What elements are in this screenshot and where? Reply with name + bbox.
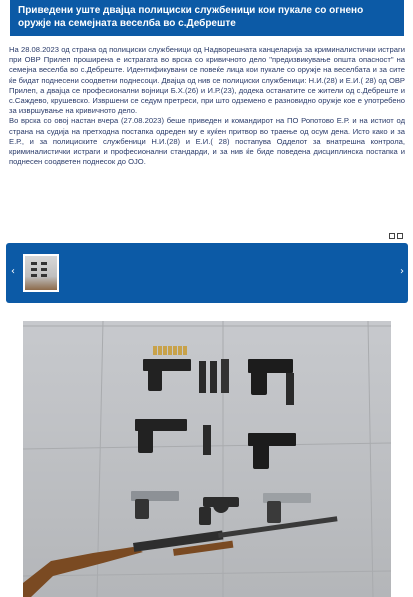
weapons-photo-image xyxy=(23,321,391,597)
seized-weapons-photo xyxy=(23,321,391,597)
thumbnail-image xyxy=(25,256,57,290)
chevron-left-icon[interactable]: ‹ xyxy=(11,266,15,277)
gallery-carousel xyxy=(6,243,408,303)
article-paragraph-2: Во врска со овој настан вчера (27.08.2023) беше приведен и командирот на ПО Ропотово Е.Р. и на истиот од страна на судија на претходна постапка одреден му е куќен притвор во траење од осум дена. Исто како и за Е.Р., и за полициските службеници Н.И.(28) и Е.И.( 28) постапува Одделот за внатрешна контрола, криминалистички истраги и професионални стандарди, и за нив ќе биде поведена дисциплинска постапка и поднесен соодветен поднесок до ОЈО. xyxy=(9,116,405,167)
list-view-icon[interactable] xyxy=(397,233,403,239)
article-paragraph-1: На 28.08.2023 од страна од полициски службеници од Надворешната канцеларија за криминалистички истраги при ОВР Прилеп проширена е истрагата во врска со кривичното дело "предизвикување општа опасност" на семејна веселба во с.Дебреште. Идентификувани се повеќе лица кои пукале со оружје на веселбата и за сите ќе бидат поднесени соодветни поднесоци. Двајца од нив се полициски службеници: Н.И.(28) и Е.И.( 28) од ОВР Прилеп, а двајца се професионални војници Б.Х.(26) и И.Р.(23), додека останатите се жители од с.Дебреште и с.Саждево, крушевско. Извршени се седум претреси, при што одземено е разновидно оружје кое е употребено за извршување на кривичното дело. xyxy=(9,45,405,116)
article-body xyxy=(9,45,405,167)
article-title-text: Приведени уште двајца полициски службеници кои пукале со огнено оружје на семејната веселба во с.Дебреште xyxy=(18,5,364,29)
grid-view-icon[interactable] xyxy=(389,233,395,239)
gallery-thumbnail[interactable] xyxy=(23,254,59,292)
article-title xyxy=(10,0,404,36)
gallery-view-toggle[interactable] xyxy=(389,233,403,239)
chevron-right-icon[interactable]: › xyxy=(400,266,404,277)
